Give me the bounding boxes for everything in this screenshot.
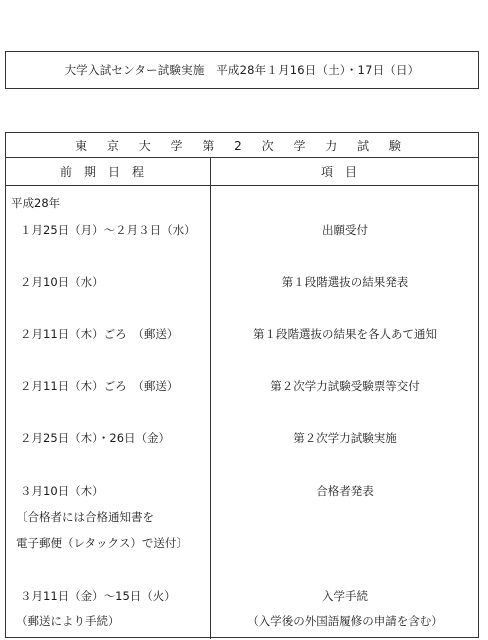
row-item: 第１段階選抜の結果発表 <box>281 275 409 289</box>
table-header-row <box>6 158 478 186</box>
row-date: ２月11日（木）ごろ （郵送） <box>20 327 179 341</box>
row-item: 第１段階選抜の結果を各人あて通知 <box>253 327 437 341</box>
exam-date-banner <box>5 51 479 89</box>
row-date: ３月10日（木） <box>20 484 104 498</box>
row-item: 第２次学力試験受験票等交付 <box>270 379 420 393</box>
row-date: ２月25日（木）・26日（金） <box>20 431 171 445</box>
row-date: ２月10日（水） <box>20 275 104 289</box>
row-item: 出願受付 <box>322 223 368 237</box>
header-item: 項目 <box>320 165 369 179</box>
row-item: 入学手続 <box>322 589 368 603</box>
row-item: 合格者発表 <box>316 484 374 498</box>
row-date-note: 電子郵便（レタックス）で送付〕 <box>16 536 188 550</box>
row-date-note: （郵送により手続） <box>16 614 120 628</box>
row-date-note: 〔合格者には合格通知書を <box>16 510 154 524</box>
year-label: 平成28年 <box>11 196 61 210</box>
header-schedule: 前期日程 <box>59 165 156 179</box>
row-date: ３月11日（金）～15日（火） <box>20 589 176 603</box>
row-item: 第２次学力試験実施 <box>293 431 397 445</box>
table-title: 東 京 大 学 第 2 次 学 力 試 験 <box>6 133 478 158</box>
schedule-table <box>5 132 479 638</box>
exam-date-text: 大学入試センター試験実施 平成28年１月16日（土）・17日（日） <box>64 63 420 77</box>
row-date: １月25日（月）～２月３日（水） <box>20 223 196 237</box>
row-item-note: （入学後の外国語履修の申請を含む） <box>247 614 443 628</box>
row-date: ２月11日（木）ごろ （郵送） <box>20 379 179 393</box>
